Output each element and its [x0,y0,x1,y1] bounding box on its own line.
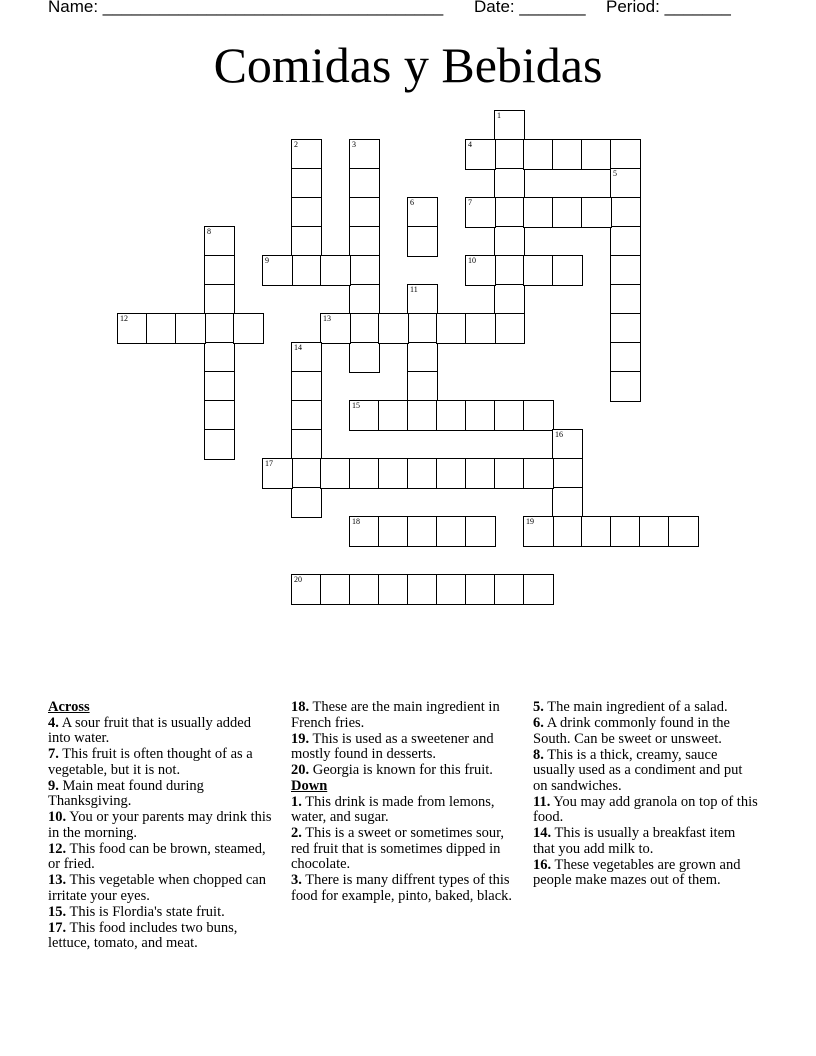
grid-cell[interactable] [610,139,641,170]
clue-text: Georgia is known for this fruit. [309,762,493,778]
grid-cell[interactable] [349,342,380,373]
clue-text: Main meat found during Thanksgiving. [48,777,204,809]
grid-cell[interactable] [581,516,612,547]
grid-cell[interactable] [204,371,235,402]
grid-cell[interactable] [291,400,322,431]
grid-cell[interactable] [523,516,554,547]
cell-number: 8 [207,227,211,236]
grid-cell[interactable] [204,400,235,431]
grid-cell[interactable] [291,371,322,402]
grid-cell[interactable] [523,255,554,286]
grid-cell[interactable] [494,574,525,605]
clue-number: 13. [48,872,67,888]
grid-cell[interactable] [407,226,438,257]
name-field-label[interactable]: Name: ____________________________________ [48,0,444,16]
grid-cell[interactable] [523,574,554,605]
grid-cell[interactable] [407,284,438,315]
clue-across-item [48,747,276,778]
clue-text: This is a sweet or sometimes sour, red fruit that is sometimes dipped in chocolate. [291,825,505,872]
clue-down-item [533,795,759,826]
clue-across-item [291,763,517,779]
clue-number: 18. [291,699,310,715]
grid-cell[interactable] [465,139,496,170]
clue-number: 6. [533,715,544,731]
clue-down-item [533,826,759,857]
grid-cell[interactable] [494,255,525,286]
clue-number: 10. [48,809,67,825]
grid-cell[interactable] [465,458,496,489]
cell-number: 18 [352,517,360,526]
cell-number: 2 [294,140,298,149]
clue-text: This is used as a sweetener and mostly found in desserts. [291,730,494,762]
grid-cell[interactable] [494,313,525,344]
grid-cell[interactable] [494,284,525,315]
grid-cell[interactable] [610,168,641,199]
grid-cell[interactable] [436,458,467,489]
clue-number: 1. [291,793,302,810]
grid-cell[interactable] [175,313,206,344]
clue-text: This drink is made from lemons, water, and sugar. [291,793,495,825]
grid-cell[interactable] [349,197,380,228]
period-field-label[interactable]: Period: _______ [606,0,731,16]
grid-cell[interactable] [291,226,322,257]
clue-across-item [48,716,276,747]
cell-number: 13 [323,314,331,323]
grid-cell[interactable] [349,226,380,257]
grid-cell[interactable] [552,139,583,170]
grid-cell[interactable] [320,458,351,489]
grid-cell[interactable] [407,371,438,402]
clue-down-item [533,748,759,795]
grid-cell[interactable] [407,313,438,344]
grid-cell[interactable] [523,400,554,431]
clue-column-2 [291,700,517,905]
cell-number: 20 [294,575,302,584]
grid-cell[interactable] [465,313,496,344]
clue-number: 2. [291,825,302,841]
clue-text: This is Flordia's state fruit. [66,903,225,920]
grid-cell[interactable] [523,139,554,170]
grid-cell[interactable] [552,487,583,518]
grid-cell[interactable] [291,429,322,460]
grid-cell[interactable] [610,313,641,344]
grid-cell[interactable] [117,313,148,344]
clue-down-item [533,858,759,889]
grid-cell[interactable] [552,516,583,547]
grid-cell[interactable] [436,516,467,547]
clue-text: You may add granola on top of this food. [533,793,758,825]
date-field-label[interactable]: Date: _______ [474,0,586,16]
grid-cell[interactable] [465,516,496,547]
grid-cell[interactable] [146,313,177,344]
clue-text: This food can be brown, steamed, or fried. [48,840,266,872]
grid-cell[interactable] [291,255,322,286]
grid-cell[interactable] [436,400,467,431]
grid-cell[interactable] [378,313,409,344]
grid-cell[interactable] [291,574,322,605]
clue-number: 8. [533,746,544,763]
grid-cell[interactable] [349,458,380,489]
cell-number: 6 [410,198,414,207]
clue-number: 9. [48,777,59,794]
grid-cell[interactable] [378,458,409,489]
grid-cell[interactable] [610,342,641,373]
grid-cell[interactable] [204,284,235,315]
clue-text: This is a thick, creamy, sauce usually used as a condiment and put on sandwiches. [533,746,743,794]
grid-cell[interactable] [291,342,322,373]
grid-cell[interactable] [349,574,380,605]
grid-cell[interactable] [610,255,641,286]
clue-text: There is many diffrent types of this food for example, pinto, baked, black. [291,872,513,904]
grid-cell[interactable] [204,313,235,344]
clue-across-item [48,810,276,841]
clue-number: 17. [48,919,67,936]
grid-cell[interactable] [552,255,583,286]
clue-across-item [48,905,276,921]
grid-cell[interactable] [204,226,235,257]
grid-cell[interactable] [349,255,380,286]
grid-cell[interactable] [465,197,496,228]
clue-text: You or your parents may drink this in the morning. [48,809,272,841]
grid-cell[interactable] [378,400,409,431]
grid-cell[interactable] [262,458,293,489]
grid-cell[interactable] [349,284,380,315]
grid-cell[interactable] [639,516,670,547]
clue-down-item [291,826,517,873]
clue-number: 5. [533,699,544,715]
grid-cell[interactable] [610,284,641,315]
grid-cell[interactable] [668,516,699,547]
grid-cell[interactable] [407,458,438,489]
grid-cell[interactable] [494,168,525,199]
cell-number: 5 [613,169,617,178]
grid-cell[interactable] [610,516,641,547]
clue-number: 3. [291,872,302,888]
grid-cell[interactable] [552,197,583,228]
clue-number: 19. [291,730,310,747]
grid-cell[interactable] [204,429,235,460]
grid-cell[interactable] [291,139,322,170]
grid-cell[interactable] [378,574,409,605]
grid-cell[interactable] [610,371,641,402]
grid-cell[interactable] [349,400,380,431]
grid-cell[interactable] [407,574,438,605]
grid-cell[interactable] [610,226,641,257]
clue-down-item [533,716,759,747]
page-title: Comidas y Bebidas [213,37,603,93]
across-heading: Across [48,699,90,715]
clue-text: These are the main ingredient in French fries. [291,699,500,731]
grid-cell[interactable] [494,458,525,489]
cell-number: 1 [497,111,501,120]
clue-number: 16. [533,856,552,873]
clue-number: 7. [48,746,59,762]
clue-across-item [48,779,276,810]
clue-column-3 [533,700,759,889]
clue-number: 4. [48,714,59,731]
clue-number: 11. [533,793,551,810]
cell-number: 4 [468,140,472,149]
grid-cell[interactable] [407,516,438,547]
grid-cell[interactable] [349,313,380,344]
grid-cell[interactable] [204,342,235,373]
grid-cell[interactable] [436,574,467,605]
grid-cell[interactable] [349,516,380,547]
grid-cell[interactable] [291,168,322,199]
grid-cell[interactable] [233,313,264,344]
cell-number: 9 [265,256,269,265]
cell-number: 11 [410,285,418,294]
grid-cell[interactable] [523,197,554,228]
clue-across-item [291,700,517,731]
grid-cell[interactable] [320,313,351,344]
grid-cell[interactable] [552,458,583,489]
grid-cell[interactable] [610,197,641,228]
clue-number: 14. [533,825,552,841]
cell-number: 12 [120,314,128,323]
clue-number: 15. [48,903,67,920]
grid-cell[interactable] [320,255,351,286]
down-heading: Down [291,778,328,794]
grid-cell[interactable] [523,458,554,489]
clue-text: This is usually a breakfast item that you add milk to. [533,825,736,857]
clue-number: 12. [48,840,67,857]
grid-cell[interactable] [494,110,525,141]
clue-across-item [48,873,276,904]
grid-cell[interactable] [465,574,496,605]
clue-text: The main ingredient of a salad. [543,699,728,715]
clue-text: A drink commonly found in the South. Can be sweet or unsweet. [533,715,730,747]
grid-cell[interactable] [581,139,612,170]
grid-cell[interactable] [349,139,380,170]
grid-cell[interactable] [291,458,322,489]
grid-cell[interactable] [262,255,293,286]
grid-cell[interactable] [204,255,235,286]
cell-number: 7 [468,198,472,207]
grid-cell[interactable] [407,400,438,431]
grid-cell[interactable] [494,139,525,170]
clue-text: This vegetable when chopped can irritate your eyes. [48,872,266,904]
grid-cell[interactable] [378,516,409,547]
grid-cell[interactable] [436,313,467,344]
grid-cell[interactable] [407,342,438,373]
clue-down-item [533,700,759,716]
cell-number: 14 [294,343,302,352]
clue-column-1 [48,700,276,952]
clue-across-item [291,732,517,763]
grid-cell[interactable] [291,197,322,228]
cell-number: 19 [526,517,534,526]
clue-across-item [48,921,276,952]
clue-text: These vegetables are grown and people make mazes out of them. [533,856,741,888]
grid-cell[interactable] [494,400,525,431]
clue-text: This fruit is often thought of as a vegetable, but it is not. [48,746,253,778]
cell-number: 15 [352,401,360,410]
cell-number: 3 [352,140,356,149]
grid-cell[interactable] [291,487,322,518]
cell-number: 10 [468,256,476,265]
cell-number: 16 [555,430,563,439]
clue-down-item [291,795,517,826]
clue-text: A sour fruit that is usually added into water. [48,714,251,746]
clue-number: 20. [291,762,310,778]
grid-cell[interactable] [349,168,380,199]
clue-down-item [291,873,517,904]
grid-cell[interactable] [552,429,583,460]
grid-cell[interactable] [465,255,496,286]
clue-across-item [48,842,276,873]
cell-number: 17 [265,459,273,468]
grid-cell[interactable] [320,574,351,605]
grid-cell[interactable] [494,197,525,228]
grid-cell[interactable] [494,226,525,257]
clue-text: This food includes two buns, lettuce, tomato, and meat. [48,919,238,951]
grid-cell[interactable] [465,400,496,431]
grid-cell[interactable] [581,197,612,228]
grid-cell[interactable] [407,197,438,228]
